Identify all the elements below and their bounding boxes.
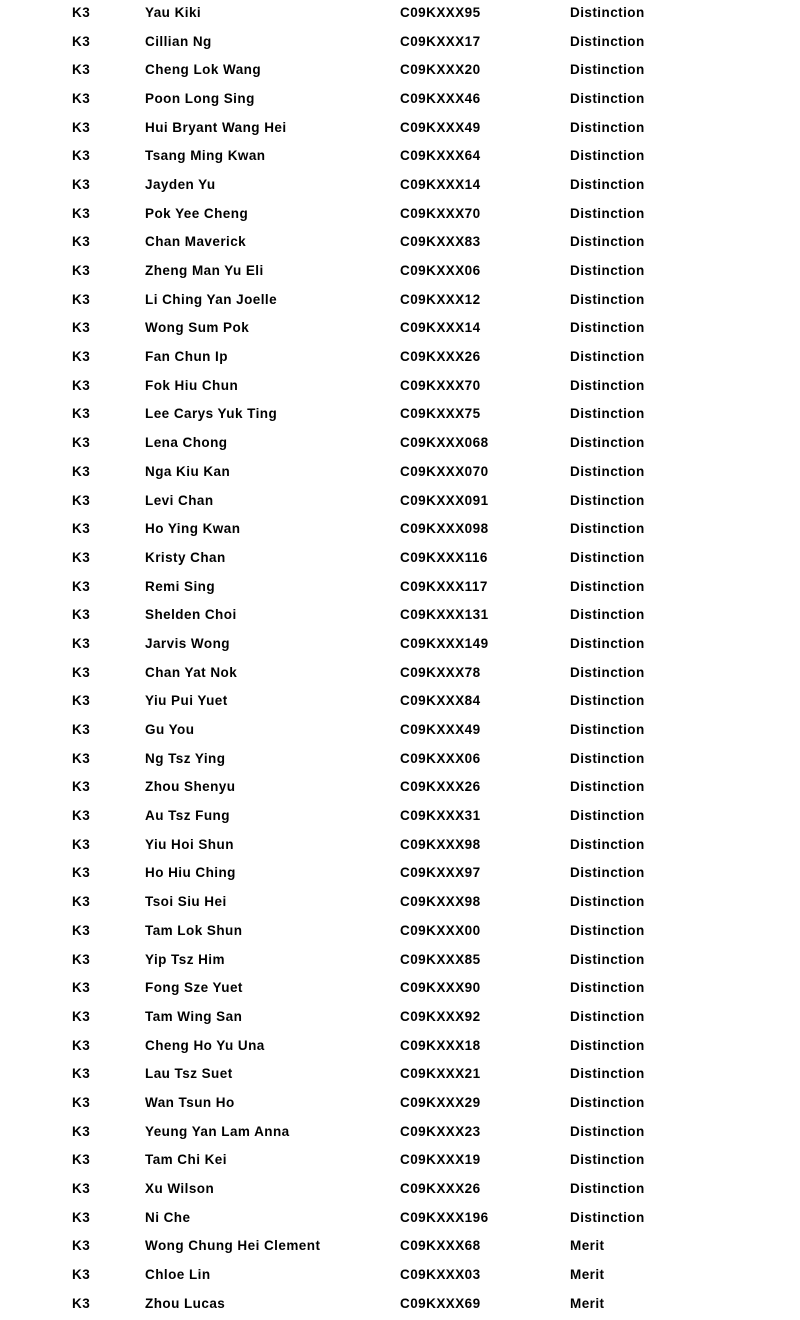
code-cell: C09KXXX92 bbox=[400, 1008, 481, 1024]
table-row bbox=[0, 1031, 800, 1060]
code-cell: C09KXXX68 bbox=[400, 1238, 481, 1254]
code-cell: C09KXXX116 bbox=[400, 549, 488, 565]
grade-cell: K3 bbox=[72, 693, 91, 709]
grade-cell: K3 bbox=[72, 291, 91, 307]
name-cell: Zheng Man Yu Eli bbox=[145, 263, 264, 279]
result-cell: Distinction bbox=[570, 148, 645, 164]
code-cell: C09KXXX06 bbox=[400, 263, 481, 279]
result-cell: Distinction bbox=[570, 607, 645, 623]
result-cell: Distinction bbox=[570, 578, 645, 594]
grade-cell: K3 bbox=[72, 176, 91, 192]
result-cell: Distinction bbox=[570, 1152, 645, 1168]
table-row bbox=[0, 342, 800, 371]
table-row bbox=[0, 744, 800, 773]
name-cell: Zhou Shenyu bbox=[145, 779, 236, 795]
name-cell: Zhou Lucas bbox=[145, 1295, 226, 1311]
result-cell: Distinction bbox=[570, 492, 645, 508]
table-row bbox=[0, 228, 800, 257]
name-cell: Pok Yee Cheng bbox=[145, 205, 249, 221]
table-row bbox=[0, 1203, 800, 1232]
name-cell: Fok Hiu Chun bbox=[145, 377, 239, 393]
code-cell: C09KXXX00 bbox=[400, 922, 481, 938]
result-cell: Distinction bbox=[570, 62, 645, 78]
grade-cell: K3 bbox=[72, 1066, 91, 1082]
name-cell: Hui Bryant Wang Hei bbox=[145, 119, 287, 135]
name-cell: Tam Chi Kei bbox=[145, 1152, 227, 1168]
code-cell: C09KXXX84 bbox=[400, 693, 481, 709]
table-row bbox=[0, 1117, 800, 1146]
table-row bbox=[0, 55, 800, 84]
table-row bbox=[0, 1260, 800, 1289]
name-cell: Tsoi Siu Hei bbox=[145, 894, 227, 910]
result-cell: Distinction bbox=[570, 693, 645, 709]
grade-cell: K3 bbox=[72, 62, 91, 78]
grade-cell: K3 bbox=[72, 1181, 91, 1197]
result-cell: Distinction bbox=[570, 1123, 645, 1139]
name-cell: Remi Sing bbox=[145, 578, 216, 594]
result-cell: Distinction bbox=[570, 664, 645, 680]
table-row bbox=[0, 945, 800, 974]
table-row bbox=[0, 973, 800, 1002]
table-row bbox=[0, 859, 800, 888]
result-cell: Merit bbox=[570, 1238, 605, 1254]
name-cell: Yiu Hoi Shun bbox=[145, 836, 234, 852]
result-cell: Distinction bbox=[570, 750, 645, 766]
name-cell: Lena Chong bbox=[145, 435, 228, 451]
name-cell: Tam Wing San bbox=[145, 1008, 243, 1024]
grade-cell: K3 bbox=[72, 1238, 91, 1254]
table-row bbox=[0, 27, 800, 56]
table-row bbox=[0, 773, 800, 802]
result-cell: Distinction bbox=[570, 377, 645, 393]
grade-cell: K3 bbox=[72, 234, 91, 250]
code-cell: C09KXXX19 bbox=[400, 1152, 481, 1168]
name-cell: Fong Sze Yuet bbox=[145, 980, 243, 996]
grade-cell: K3 bbox=[72, 1008, 91, 1024]
code-cell: C09KXXX098 bbox=[400, 521, 489, 537]
code-cell: C09KXXX98 bbox=[400, 894, 481, 910]
code-cell: C09KXXX97 bbox=[400, 865, 481, 881]
table-row bbox=[0, 801, 800, 830]
result-cell: Distinction bbox=[570, 205, 645, 221]
result-cell: Distinction bbox=[570, 1066, 645, 1082]
result-cell: Distinction bbox=[570, 808, 645, 824]
table-row bbox=[0, 113, 800, 142]
grade-cell: K3 bbox=[72, 1123, 91, 1139]
result-cell: Distinction bbox=[570, 320, 645, 336]
grade-cell: K3 bbox=[72, 263, 91, 279]
code-cell: C09KXXX78 bbox=[400, 664, 481, 680]
grade-cell: K3 bbox=[72, 4, 91, 20]
grade-cell: K3 bbox=[72, 463, 91, 479]
code-cell: C09KXXX90 bbox=[400, 980, 481, 996]
table-row bbox=[0, 687, 800, 716]
code-cell: C09KXXX64 bbox=[400, 148, 481, 164]
name-cell: Li Ching Yan Joelle bbox=[145, 291, 278, 307]
table-row bbox=[0, 1232, 800, 1261]
name-cell: Levi Chan bbox=[145, 492, 214, 508]
name-cell: Cheng Lok Wang bbox=[145, 62, 262, 78]
code-cell: C09KXXX06 bbox=[400, 750, 481, 766]
code-cell: C09KXXX75 bbox=[400, 406, 481, 422]
grade-cell: K3 bbox=[72, 33, 91, 49]
code-cell: C09KXXX091 bbox=[400, 492, 489, 508]
code-cell: C09KXXX196 bbox=[400, 1209, 489, 1225]
name-cell: Ho Hiu Ching bbox=[145, 865, 236, 881]
grade-cell: K3 bbox=[72, 865, 91, 881]
grade-cell: K3 bbox=[72, 349, 91, 365]
code-cell: C09KXXX70 bbox=[400, 377, 481, 393]
code-cell: C09KXXX17 bbox=[400, 33, 481, 49]
code-cell: C09KXXX117 bbox=[400, 578, 488, 594]
code-cell: C09KXXX26 bbox=[400, 1181, 481, 1197]
grade-cell: K3 bbox=[72, 377, 91, 393]
name-cell: Chloe Lin bbox=[145, 1267, 211, 1283]
grade-cell: K3 bbox=[72, 90, 91, 106]
grade-cell: K3 bbox=[72, 922, 91, 938]
code-cell: C09KXXX46 bbox=[400, 90, 481, 106]
code-cell: C09KXXX29 bbox=[400, 1094, 481, 1110]
code-cell: C09KXXX70 bbox=[400, 205, 481, 221]
table-row bbox=[0, 141, 800, 170]
name-cell: Kristy Chan bbox=[145, 549, 226, 565]
table-row bbox=[0, 715, 800, 744]
result-cell: Distinction bbox=[570, 90, 645, 106]
name-cell: Wan Tsun Ho bbox=[145, 1094, 235, 1110]
grade-cell: K3 bbox=[72, 119, 91, 135]
result-cell: Distinction bbox=[570, 263, 645, 279]
name-cell: Poon Long Sing bbox=[145, 90, 255, 106]
table-row bbox=[0, 428, 800, 457]
result-cell: Distinction bbox=[570, 406, 645, 422]
name-cell: Yau Kiki bbox=[145, 4, 202, 20]
result-cell: Distinction bbox=[570, 435, 645, 451]
result-cell: Distinction bbox=[570, 176, 645, 192]
result-cell: Distinction bbox=[570, 4, 645, 20]
table-row bbox=[0, 629, 800, 658]
code-cell: C09KXXX149 bbox=[400, 635, 489, 651]
code-cell: C09KXXX26 bbox=[400, 349, 481, 365]
code-cell: C09KXXX83 bbox=[400, 234, 481, 250]
grade-cell: K3 bbox=[72, 635, 91, 651]
grade-cell: K3 bbox=[72, 722, 91, 738]
name-cell: Ni Che bbox=[145, 1209, 191, 1225]
name-cell: Ho Ying Kwan bbox=[145, 521, 241, 537]
code-cell: C09KXXX14 bbox=[400, 320, 481, 336]
code-cell: C09KXXX068 bbox=[400, 435, 489, 451]
result-cell: Distinction bbox=[570, 980, 645, 996]
name-cell: Jarvis Wong bbox=[145, 635, 230, 651]
name-cell: Wong Sum Pok bbox=[145, 320, 250, 336]
table-row bbox=[0, 256, 800, 285]
code-cell: C09KXXX23 bbox=[400, 1123, 481, 1139]
grade-cell: K3 bbox=[72, 836, 91, 852]
code-cell: C09KXXX98 bbox=[400, 836, 481, 852]
code-cell: C09KXXX31 bbox=[400, 808, 481, 824]
result-cell: Distinction bbox=[570, 894, 645, 910]
table-row bbox=[0, 314, 800, 343]
code-cell: C09KXXX49 bbox=[400, 119, 481, 135]
grade-cell: K3 bbox=[72, 406, 91, 422]
result-cell: Distinction bbox=[570, 1209, 645, 1225]
table-row bbox=[0, 1088, 800, 1117]
code-cell: C09KXXX03 bbox=[400, 1267, 481, 1283]
result-cell: Merit bbox=[570, 1267, 605, 1283]
name-cell: Chan Maverick bbox=[145, 234, 247, 250]
code-cell: C09KXXX85 bbox=[400, 951, 481, 967]
grade-cell: K3 bbox=[72, 980, 91, 996]
result-cell: Distinction bbox=[570, 463, 645, 479]
result-cell: Distinction bbox=[570, 922, 645, 938]
code-cell: C09KXXX12 bbox=[400, 291, 481, 307]
grade-cell: K3 bbox=[72, 808, 91, 824]
grade-cell: K3 bbox=[72, 1209, 91, 1225]
result-cell: Distinction bbox=[570, 1094, 645, 1110]
code-cell: C09KXXX20 bbox=[400, 62, 481, 78]
table-row bbox=[0, 84, 800, 113]
name-cell: Tsang Ming Kwan bbox=[145, 148, 266, 164]
name-cell: Nga Kiu Kan bbox=[145, 463, 231, 479]
grade-cell: K3 bbox=[72, 492, 91, 508]
table-row bbox=[0, 658, 800, 687]
result-cell: Distinction bbox=[570, 836, 645, 852]
grade-cell: K3 bbox=[72, 664, 91, 680]
name-cell: Tam Lok Shun bbox=[145, 922, 243, 938]
grade-cell: K3 bbox=[72, 578, 91, 594]
name-cell: Yiu Pui Yuet bbox=[145, 693, 228, 709]
name-cell: Lau Tsz Suet bbox=[145, 1066, 233, 1082]
grade-cell: K3 bbox=[72, 750, 91, 766]
grade-cell: K3 bbox=[72, 1037, 91, 1053]
grade-cell: K3 bbox=[72, 779, 91, 795]
code-cell: C09KXXX070 bbox=[400, 463, 489, 479]
grade-cell: K3 bbox=[72, 435, 91, 451]
name-cell: Ng Tsz Ying bbox=[145, 750, 226, 766]
grade-cell: K3 bbox=[72, 951, 91, 967]
table-row bbox=[0, 830, 800, 859]
grade-cell: K3 bbox=[72, 205, 91, 221]
result-cell: Distinction bbox=[570, 865, 645, 881]
name-cell: Xu Wilson bbox=[145, 1181, 215, 1197]
name-cell: Fan Chun Ip bbox=[145, 349, 228, 365]
table-row bbox=[0, 457, 800, 486]
result-cell: Distinction bbox=[570, 635, 645, 651]
name-cell: Cillian Ng bbox=[145, 33, 212, 49]
code-cell: C09KXXX14 bbox=[400, 176, 481, 192]
result-cell: Distinction bbox=[570, 779, 645, 795]
table-row bbox=[0, 543, 800, 572]
table-row bbox=[0, 514, 800, 543]
grade-cell: K3 bbox=[72, 894, 91, 910]
grade-cell: K3 bbox=[72, 1295, 91, 1311]
code-cell: C09KXXX131 bbox=[400, 607, 489, 623]
result-cell: Distinction bbox=[570, 549, 645, 565]
result-cell: Distinction bbox=[570, 1037, 645, 1053]
name-cell: Yip Tsz Him bbox=[145, 951, 225, 967]
name-cell: Jayden Yu bbox=[145, 176, 216, 192]
name-cell: Cheng Ho Yu Una bbox=[145, 1037, 265, 1053]
table-row bbox=[0, 1146, 800, 1175]
grade-cell: K3 bbox=[72, 549, 91, 565]
code-cell: C09KXXX69 bbox=[400, 1295, 481, 1311]
table-row bbox=[0, 400, 800, 429]
name-cell: Yeung Yan Lam Anna bbox=[145, 1123, 290, 1139]
table-row bbox=[0, 199, 800, 228]
code-cell: C09KXXX18 bbox=[400, 1037, 481, 1053]
grade-cell: K3 bbox=[72, 521, 91, 537]
name-cell: Wong Chung Hei Clement bbox=[145, 1238, 321, 1254]
name-cell: Lee Carys Yuk Ting bbox=[145, 406, 278, 422]
result-cell: Distinction bbox=[570, 951, 645, 967]
grade-cell: K3 bbox=[72, 1152, 91, 1168]
name-cell: Au Tsz Fung bbox=[145, 808, 230, 824]
table-row bbox=[0, 1059, 800, 1088]
result-cell: Distinction bbox=[570, 119, 645, 135]
table-row bbox=[0, 887, 800, 916]
result-cell: Distinction bbox=[570, 291, 645, 307]
code-cell: C09KXXX21 bbox=[400, 1066, 481, 1082]
table-row bbox=[0, 572, 800, 601]
result-cell: Distinction bbox=[570, 1181, 645, 1197]
result-cell: Distinction bbox=[570, 234, 645, 250]
table-row bbox=[0, 600, 800, 629]
table-row bbox=[0, 1174, 800, 1203]
table-row bbox=[0, 371, 800, 400]
result-cell: Distinction bbox=[570, 349, 645, 365]
name-cell: Gu You bbox=[145, 722, 195, 738]
result-cell: Merit bbox=[570, 1295, 605, 1311]
result-cell: Distinction bbox=[570, 33, 645, 49]
code-cell: C09KXXX49 bbox=[400, 722, 481, 738]
table-row bbox=[0, 916, 800, 945]
result-cell: Distinction bbox=[570, 521, 645, 537]
grade-cell: K3 bbox=[72, 1267, 91, 1283]
grade-cell: K3 bbox=[72, 1094, 91, 1110]
table-row bbox=[0, 285, 800, 314]
result-cell: Distinction bbox=[570, 1008, 645, 1024]
table-row bbox=[0, 0, 800, 27]
code-cell: C09KXXX95 bbox=[400, 4, 481, 20]
table-row bbox=[0, 1289, 800, 1318]
name-cell: Shelden Choi bbox=[145, 607, 237, 623]
name-cell: Chan Yat Nok bbox=[145, 664, 238, 680]
table-row bbox=[0, 170, 800, 199]
grade-cell: K3 bbox=[72, 148, 91, 164]
code-cell: C09KXXX26 bbox=[400, 779, 481, 795]
grade-cell: K3 bbox=[72, 320, 91, 336]
grade-cell: K3 bbox=[72, 607, 91, 623]
table-row bbox=[0, 486, 800, 515]
table-row bbox=[0, 1002, 800, 1031]
result-cell: Distinction bbox=[570, 722, 645, 738]
